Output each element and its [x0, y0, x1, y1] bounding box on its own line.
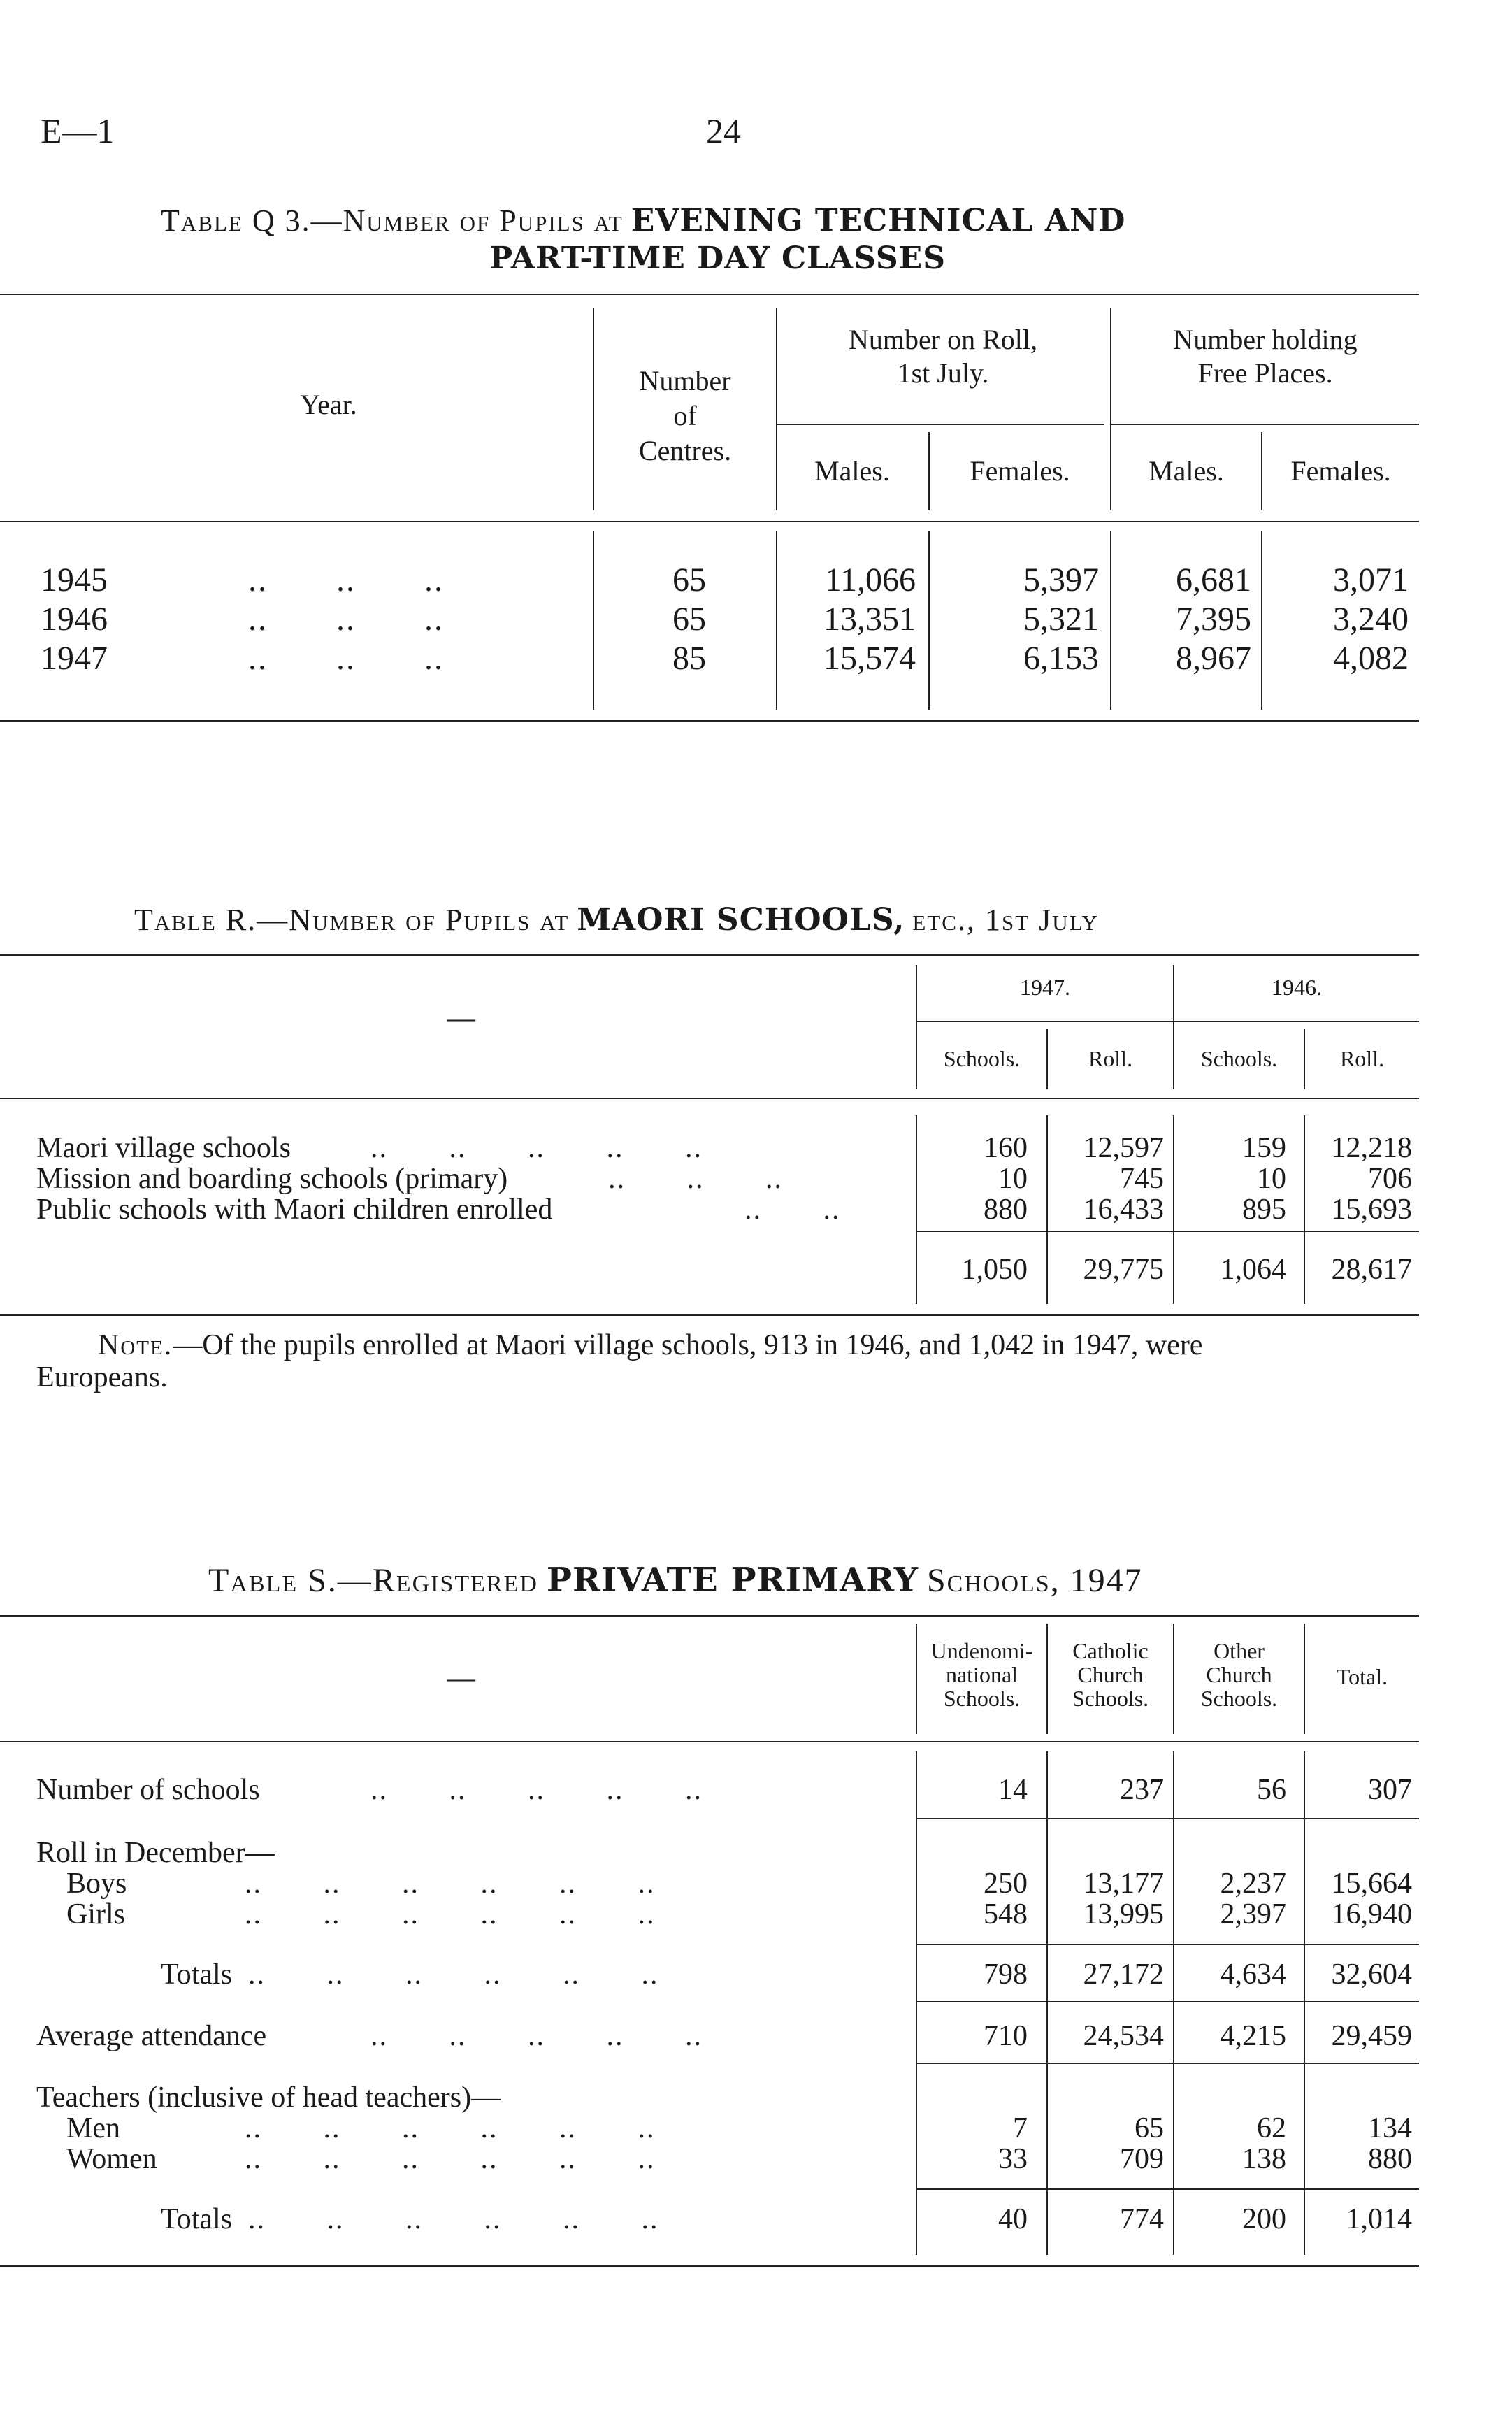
row-free-females: 3,071 [1333, 561, 1409, 599]
cell-other: 2,397 [1220, 1898, 1286, 1930]
year-1946: 1946. [1272, 975, 1322, 1000]
table-r-title-prefix: Table R.—Number of Pupils at [134, 903, 570, 937]
row-label: Girls [66, 1898, 125, 1930]
row-roll-1947: 12,597 [1083, 1132, 1164, 1164]
cell-undenominational: 14 [998, 1774, 1028, 1806]
cell-catholic: 709 [1120, 2143, 1164, 2175]
col-catholic [1048, 1639, 1173, 1710]
cell-other: 56 [1257, 1774, 1286, 1806]
note-text: —Of the pupils enrolled at Maori village schools, 913 in 1946, and 1,042 in 1947, were [173, 1329, 1203, 1361]
roll-heading: Roll in December— [36, 1837, 275, 1869]
sub-free-females: Females. [1290, 455, 1391, 487]
table-q3-title [161, 203, 1125, 238]
row-schools-1947: 880 [984, 1194, 1028, 1226]
total-roll-1947: 29,775 [1083, 1254, 1164, 1286]
row-roll-females: 5,321 [1023, 601, 1099, 638]
cell-undenominational: 798 [984, 1958, 1028, 1991]
row-year: 1945 [41, 561, 108, 599]
row-year: 1947 [41, 640, 108, 677]
note-label: Note. [98, 1329, 173, 1361]
cell-other: 4,634 [1220, 1958, 1286, 1991]
total-roll-1946: 28,617 [1331, 1254, 1412, 1286]
row-roll-1946: 706 [1368, 1163, 1412, 1195]
group-roll-line-2: 1st July. [897, 357, 989, 389]
cell-total: 29,459 [1331, 2020, 1412, 2052]
col-centres-line-1: Number [639, 365, 731, 396]
row-free-males: 7,395 [1176, 601, 1251, 638]
cell-catholic: 13,995 [1083, 1898, 1164, 1930]
group-free [1111, 323, 1419, 390]
row-roll-females: 6,153 [1023, 640, 1099, 677]
row-roll-females: 5,397 [1023, 561, 1099, 599]
cell-catholic: 24,534 [1083, 2020, 1164, 2052]
table-q3-title-prefix: Table Q 3.—Number of Pupils at [161, 203, 624, 238]
row-schools-1947: 10 [998, 1163, 1028, 1195]
page-code: E—1 [41, 111, 115, 150]
row-schools-1947: 160 [984, 1132, 1028, 1164]
year-1947: 1947. [1020, 975, 1070, 1000]
sub-roll-males: Males. [814, 455, 890, 487]
cell-undenominational: 250 [984, 1868, 1028, 1900]
row-roll-males: 15,574 [823, 640, 916, 677]
row-centres: 65 [672, 601, 706, 638]
row-roll-1946: 15,693 [1331, 1194, 1412, 1226]
table-r-note-line-2: Europeans. [36, 1361, 168, 1393]
cell-catholic: 774 [1120, 2203, 1164, 2235]
table-s-title-suffix: Schools, 1947 [926, 1562, 1143, 1599]
row-label: Totals [161, 1958, 233, 1991]
row-roll-males: 13,351 [823, 601, 916, 638]
col-other-church-line-3: Schools. [1200, 1686, 1278, 1711]
cell-catholic: 13,177 [1083, 1868, 1164, 1900]
row-schools-1946: 895 [1242, 1194, 1286, 1226]
table-r-title-suffix: etc., 1st July [912, 903, 1099, 937]
row-year: 1946 [41, 601, 108, 638]
cell-other: 62 [1257, 2112, 1286, 2144]
sub-roll-1946: Roll. [1339, 1046, 1385, 1071]
cell-catholic: 65 [1135, 2112, 1164, 2144]
col-catholic-line-3: Schools. [1072, 1686, 1149, 1711]
col-other-church-line-2: Church [1206, 1662, 1272, 1687]
total-schools-1947: 1,050 [961, 1254, 1028, 1286]
row-roll-1946: 12,218 [1331, 1132, 1412, 1164]
cell-total: 880 [1368, 2143, 1412, 2175]
table-s-title-bold: PRIVATE PRIMARY [546, 1561, 919, 1600]
row-roll-males: 11,066 [824, 561, 916, 599]
cell-other: 4,215 [1220, 2020, 1286, 2052]
row-schools-1946: 159 [1242, 1132, 1286, 1164]
col-other-church [1174, 1639, 1304, 1710]
row-free-males: 8,967 [1176, 640, 1251, 677]
row-free-females: 3,240 [1333, 601, 1409, 638]
cell-other: 138 [1242, 2143, 1286, 2175]
teachers-heading: Teachers (inclusive of head teachers)— [36, 2081, 501, 2114]
table-r-note [98, 1328, 1202, 1362]
cell-total: 16,940 [1331, 1898, 1412, 1930]
col-undenominational-line-2: national [945, 1662, 1018, 1687]
row-roll-1947: 16,433 [1083, 1194, 1164, 1226]
col-undenominational-line-3: Schools. [943, 1686, 1021, 1711]
col-total: Total. [1336, 1664, 1388, 1689]
col-centres-line-3: Centres. [638, 435, 732, 466]
group-free-line-2: Free Places. [1197, 357, 1333, 389]
cell-undenominational: 40 [998, 2203, 1028, 2235]
group-roll [776, 323, 1110, 390]
row-label: Men [66, 2112, 120, 2144]
cell-other: 200 [1242, 2203, 1286, 2235]
cell-total: 1,014 [1346, 2203, 1412, 2235]
col-other-church-line-1: Other [1214, 1638, 1265, 1663]
row-label: Women [66, 2143, 157, 2175]
row-roll-1947: 745 [1120, 1163, 1164, 1195]
cell-total: 134 [1368, 2112, 1412, 2144]
cell-total: 15,664 [1331, 1868, 1412, 1900]
sub-roll-females: Females. [970, 455, 1070, 487]
col-undenominational [917, 1639, 1046, 1710]
group-free-line-1: Number holding [1173, 324, 1358, 355]
stub-dash: — [447, 1662, 475, 1693]
sub-free-males: Males. [1149, 455, 1224, 487]
cell-undenominational: 7 [1013, 2112, 1028, 2144]
cell-total: 307 [1368, 1774, 1412, 1806]
col-catholic-line-2: Church [1077, 1662, 1144, 1687]
table-q3-title-bold-1: EVENING TECHNICAL AND [631, 203, 1126, 238]
row-centres: 65 [672, 561, 706, 599]
col-centres-line-2: of [673, 400, 697, 431]
row-label: Mission and boarding schools (primary) [36, 1163, 508, 1195]
row-free-males: 6,681 [1176, 561, 1251, 599]
table-s-title-prefix: Table S.—Registered [208, 1562, 538, 1599]
cell-undenominational: 33 [998, 2143, 1028, 2175]
row-free-females: 4,082 [1333, 640, 1409, 677]
row-centres: 85 [672, 640, 706, 677]
row-label: Average attendance [36, 2020, 267, 2052]
page-number: 24 [706, 111, 741, 150]
row-label: Public schools with Maori children enrolled [36, 1194, 553, 1226]
row-label: Number of schools [36, 1774, 260, 1806]
stub-dash: — [447, 1002, 475, 1033]
table-s-title [208, 1561, 1143, 1600]
cell-undenominational: 710 [984, 2020, 1028, 2052]
cell-total: 32,604 [1331, 1958, 1412, 1991]
group-roll-line-1: Number on Roll, [849, 324, 1037, 355]
row-label: Boys [66, 1868, 127, 1900]
sub-roll-1947: Roll. [1088, 1046, 1133, 1071]
table-r-title-bold: MAORI SCHOOLS, [577, 902, 905, 938]
row-label: Maori village schools [36, 1132, 291, 1164]
table-q3-title-line-2: PART-TIME DAY CLASSES [489, 241, 946, 276]
cell-undenominational: 548 [984, 1898, 1028, 1930]
col-catholic-line-1: Catholic [1072, 1638, 1149, 1663]
col-undenominational-line-1: Undenomi- [930, 1638, 1033, 1663]
total-schools-1946: 1,064 [1220, 1254, 1286, 1286]
col-year: Year. [300, 389, 357, 420]
row-schools-1946: 10 [1257, 1163, 1286, 1195]
col-centres [594, 364, 776, 468]
sub-schools-1947: Schools. [943, 1046, 1021, 1071]
cell-other: 2,237 [1220, 1868, 1286, 1900]
cell-catholic: 27,172 [1083, 1958, 1164, 1991]
cell-catholic: 237 [1120, 1774, 1164, 1806]
row-label: Totals [161, 2203, 233, 2235]
sub-schools-1946: Schools. [1200, 1046, 1278, 1071]
table-r-title [134, 902, 1099, 938]
